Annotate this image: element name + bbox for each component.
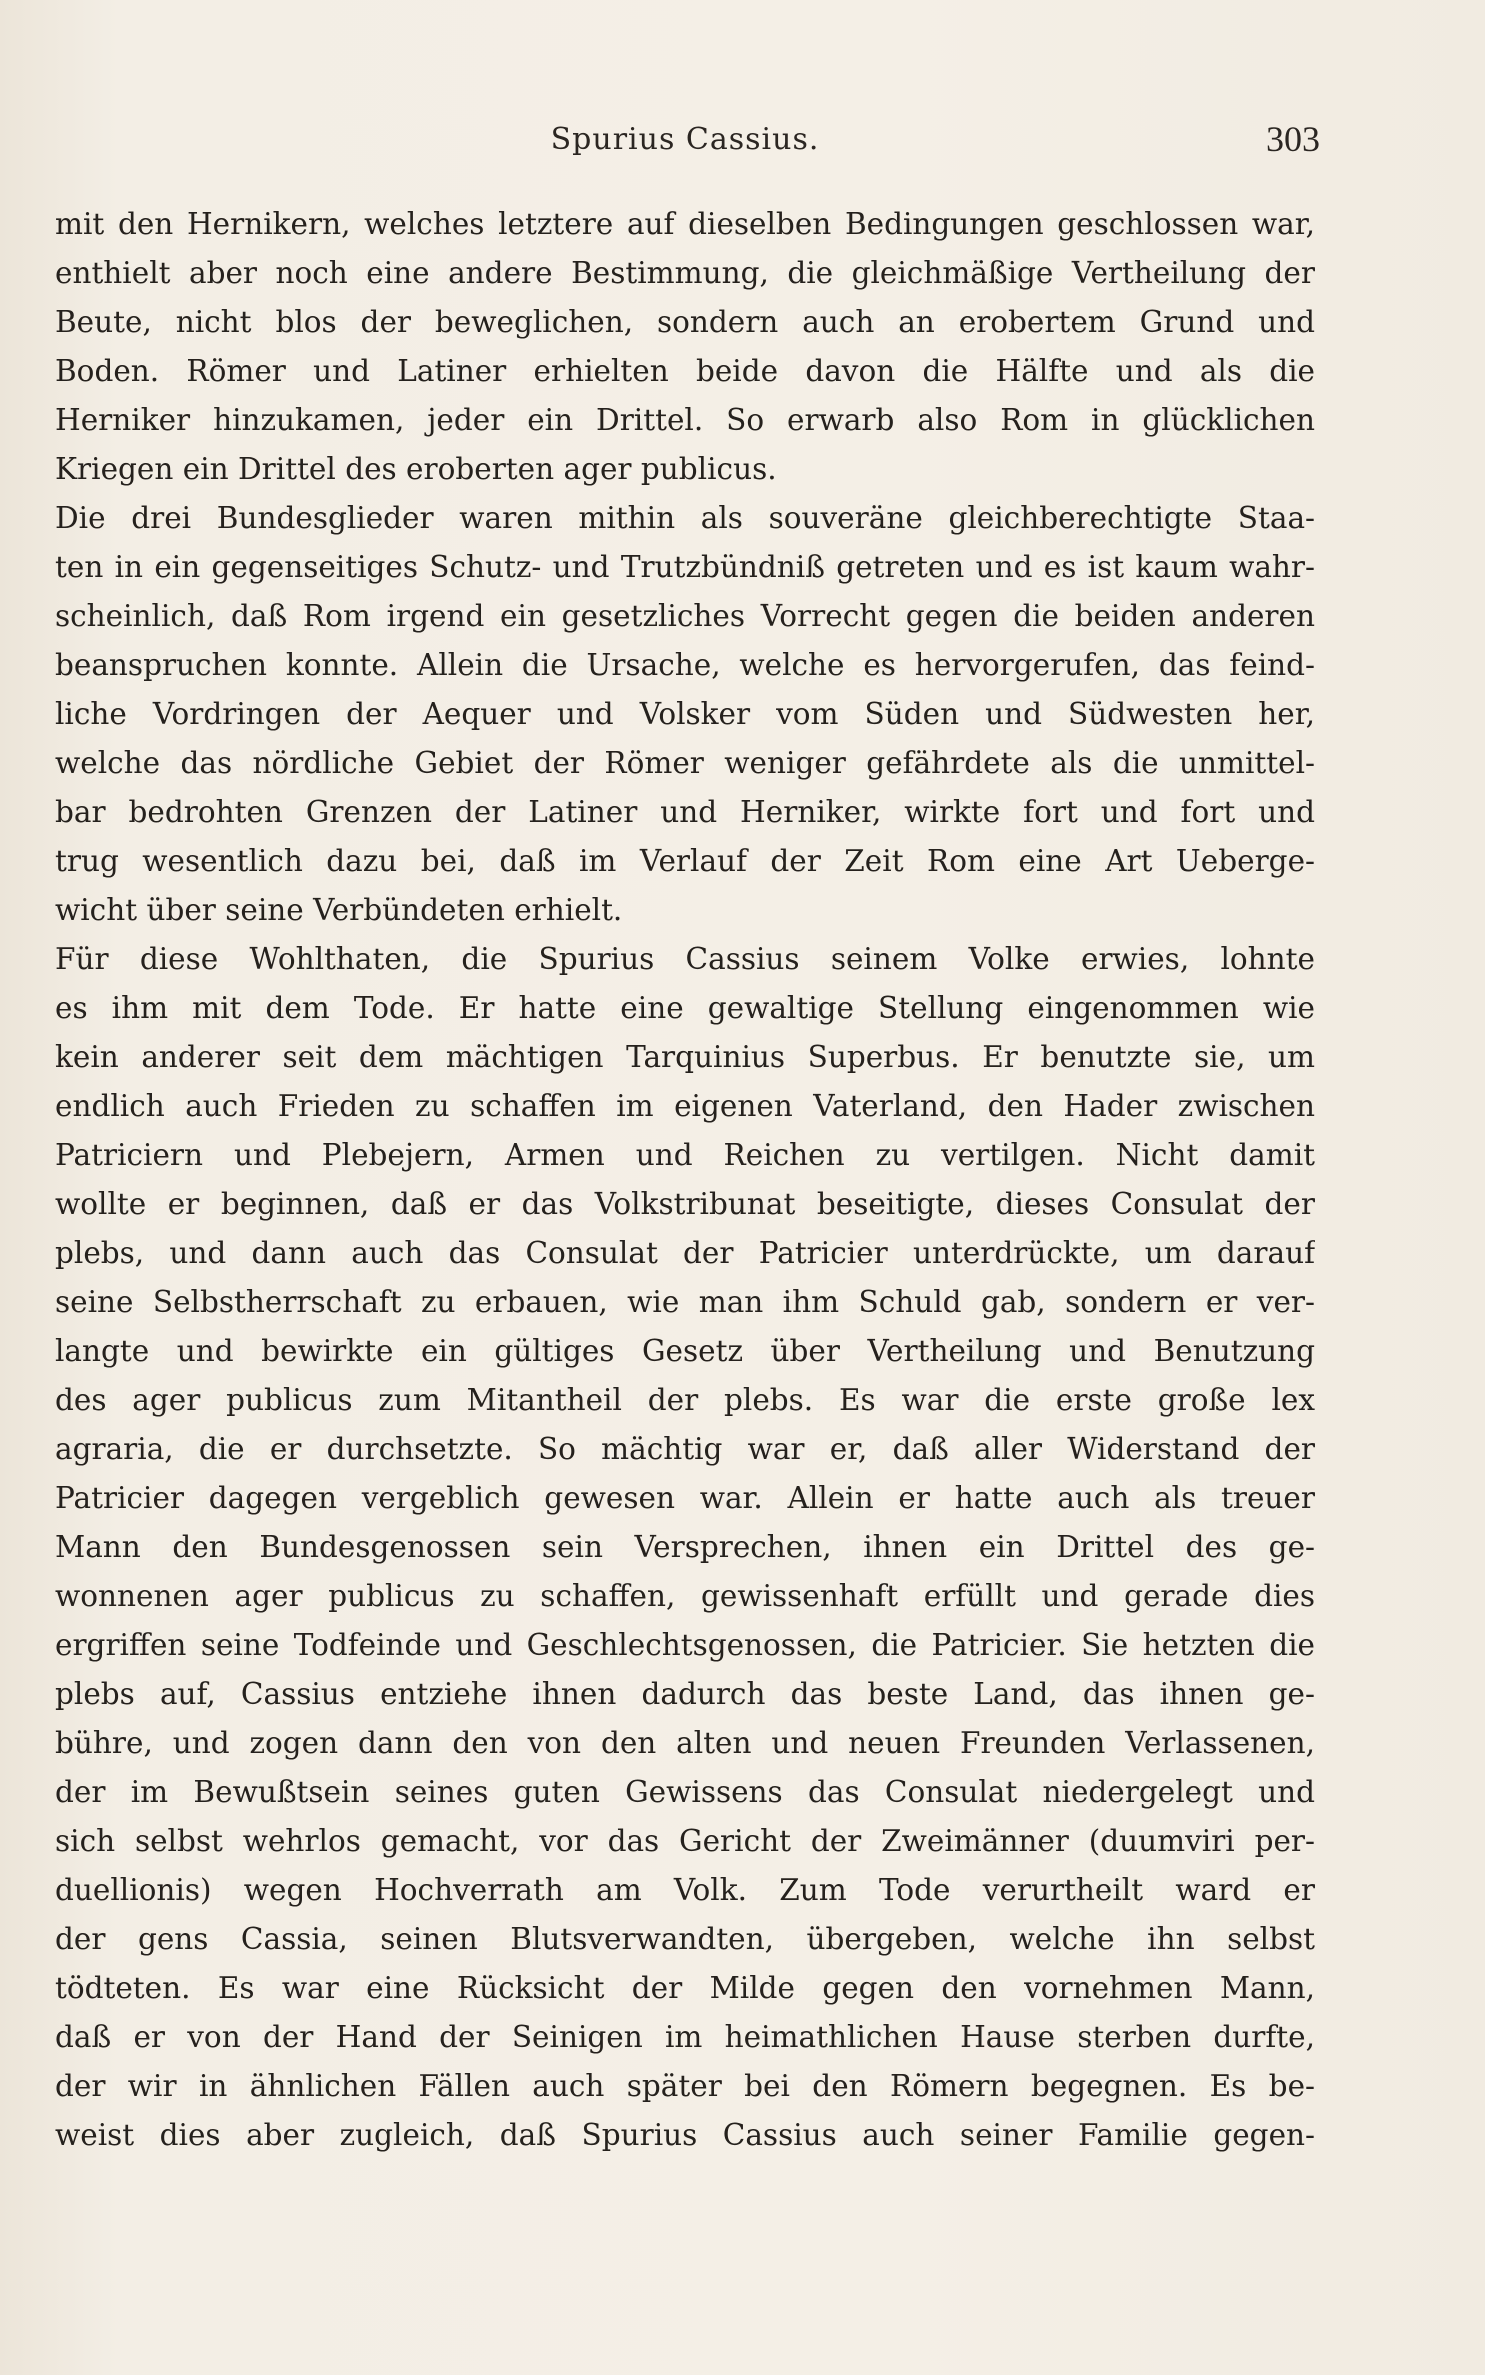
- body-text: [55, 200, 1315, 2160]
- text-line: beanspruchen konnte. Allein die Ursache, welche es hervorgerufen, das feind-: [55, 648, 1315, 682]
- text-line: Boden. Römer und Latiner erhielten beide davon die Hälfte und als die: [55, 354, 1315, 388]
- text-line: ergriffen seine Todfeinde und Geschlechtsgenossen, die Patricier. Sie hetzten die: [55, 1628, 1315, 1662]
- text-line: bühre, und zogen dann den von den alten und neuen Freunden Verlassenen,: [55, 1726, 1315, 1760]
- text-line: ten in ein gegenseitiges Schutz- und Trutzbündniß getreten und es ist kaum wahr-: [55, 550, 1315, 584]
- text-line: plebs, und dann auch das Consulat der Patricier unterdrückte, um darauf: [55, 1236, 1315, 1270]
- text-line: liche Vordringen der Aequer und Volsker vom Süden und Südwesten her,: [55, 697, 1315, 731]
- text-line: der wir in ähnlichen Fällen auch später bei den Römern begegnen. Es be-: [55, 2069, 1315, 2103]
- text-line: Die drei Bundesglieder waren mithin als souveräne gleichberechtigte Staa-: [55, 501, 1315, 535]
- text-line: trug wesentlich dazu bei, daß im Verlauf der Zeit Rom eine Art Ueberge-: [55, 844, 1315, 878]
- text-line: Mann den Bundesgenossen sein Versprechen, ihnen ein Drittel des ge-: [55, 1530, 1315, 1564]
- text-line: wicht über seine Verbündeten erhielt.: [55, 893, 623, 927]
- text-line: welche das nördliche Gebiet der Römer weniger gefährdete als die unmittel-: [55, 746, 1315, 780]
- text-line: der gens Cassia, seinen Blutsverwandten, übergeben, welche ihn selbst: [55, 1922, 1315, 1956]
- text-line: mit den Hernikern, welches letztere auf dieselben Bedingungen geschlossen war,: [55, 207, 1315, 241]
- text-line: Für diese Wohlthaten, die Spurius Cassius seinem Volke erwies, lohnte: [55, 942, 1315, 976]
- text-line: plebs auf, Cassius entziehe ihnen dadurch das beste Land, das ihnen ge-: [55, 1677, 1315, 1711]
- text-line: tödteten. Es war eine Rücksicht der Milde gegen den vornehmen Mann,: [55, 1971, 1315, 2005]
- text-line: bar bedrohten Grenzen der Latiner und Herniker, wirkte fort und fort und: [55, 795, 1315, 829]
- text-line: enthielt aber noch eine andere Bestimmung, die gleichmäßige Vertheilung der: [55, 256, 1315, 290]
- text-line: scheinlich, daß Rom irgend ein gesetzliches Vorrecht gegen die beiden anderen: [55, 599, 1315, 633]
- text-line: sich selbst wehrlos gemacht, vor das Gericht der Zweimänner (duumviri per-: [55, 1824, 1315, 1858]
- text-line: Patricier dagegen vergeblich gewesen war. Allein er hatte auch als treuer: [55, 1481, 1315, 1515]
- running-head: Spurius Cassius.: [550, 122, 820, 157]
- text-line: Beute, nicht blos der beweglichen, sondern auch an erobertem Grund und: [55, 305, 1315, 339]
- text-line: langte und bewirkte ein gültiges Gesetz über Vertheilung und Benutzung: [55, 1334, 1315, 1368]
- text-line: Kriegen ein Drittel des eroberten ager publicus.: [55, 452, 777, 486]
- text-line: des ager publicus zum Mitantheil der plebs. Es war die erste große lex: [55, 1383, 1315, 1417]
- text-line: agraria, die er durchsetzte. So mächtig war er, daß aller Widerstand der: [55, 1432, 1315, 1466]
- text-line: endlich auch Frieden zu schaffen im eigenen Vaterland, den Hader zwischen: [55, 1089, 1315, 1123]
- text-line: es ihm mit dem Tode. Er hatte eine gewaltige Stellung eingenommen wie: [55, 991, 1315, 1025]
- text-line: Patriciern und Plebejern, Armen und Reichen zu vertilgen. Nicht damit: [55, 1138, 1315, 1172]
- text-line: seine Selbstherrschaft zu erbauen, wie man ihm Schuld gab, sondern er ver-: [55, 1285, 1315, 1319]
- text-line: weist dies aber zugleich, daß Spurius Cassius auch seiner Familie gegen-: [55, 2118, 1315, 2152]
- page-header: [55, 119, 1320, 172]
- text-line: kein anderer seit dem mächtigen Tarquinius Superbus. Er benutzte sie, um: [55, 1040, 1315, 1074]
- text-line: wonnenen ager publicus zu schaffen, gewissenhaft erfüllt und gerade dies: [55, 1579, 1315, 1613]
- page-number: 303: [1266, 119, 1320, 159]
- text-line: der im Bewußtsein seines guten Gewissens das Consulat niedergelegt und: [55, 1775, 1315, 1809]
- text-line: daß er von der Hand der Seinigen im heimathlichen Hause sterben durfte,: [55, 2020, 1315, 2054]
- text-line: Herniker hinzukamen, jeder ein Drittel. So erwarb also Rom in glücklichen: [55, 403, 1315, 437]
- text-line: wollte er beginnen, daß er das Volkstribunat beseitigte, dieses Consulat der: [55, 1187, 1315, 1221]
- text-line: duellionis) wegen Hochverrath am Volk. Zum Tode verurtheilt ward er: [55, 1873, 1315, 1907]
